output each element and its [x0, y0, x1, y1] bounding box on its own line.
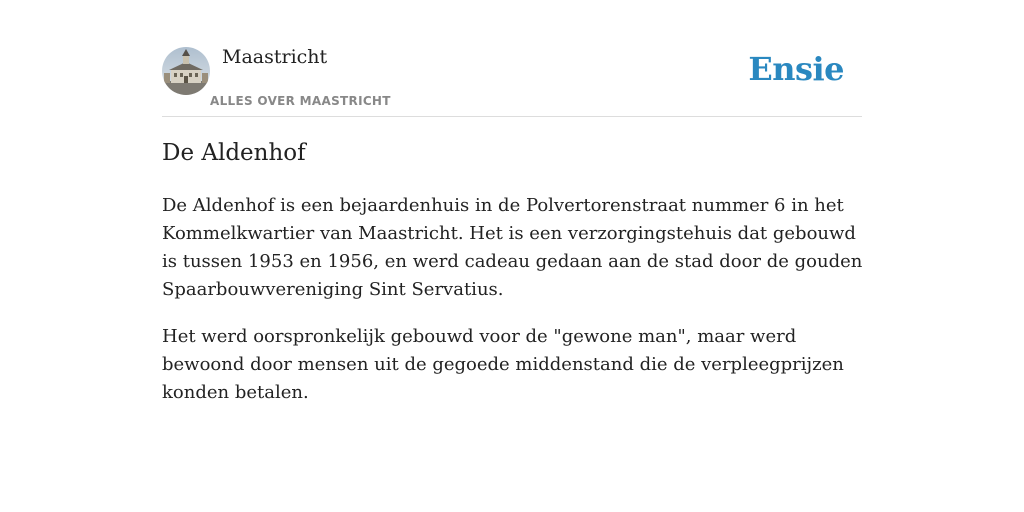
- site-header: [162, 0, 862, 117]
- brand-logo[interactable]: Ensie: [748, 50, 844, 88]
- page-container: [162, 0, 863, 403]
- article-paragraph: De Aldenhof is een bejaardenhuis in de Polvertorenstraat nummer 6 in het Kommelkwartier van Maastricht. Het is een verzorgingstehuis dat gebouwd is tussen 1953 en 1956, en werd cadeau gedaan aan de stad door de gouden Spaarbouwvereniging Sint Servatius.: [162, 195, 863, 300]
- article-paragraph: Het werd oorspronkelijk gebouwd voor de "gewone man", maar werd bewoond door mensen uit de gegoede middenstand die de verpleegprijzen konden betalen.: [162, 326, 844, 403]
- article-body: [162, 192, 867, 426]
- site-name[interactable]: Maastricht: [222, 46, 328, 68]
- article-title: De Aldenhof: [162, 140, 306, 166]
- city-hall-photo-icon[interactable]: [162, 47, 210, 95]
- site-tagline: ALLES OVER MAASTRICHT: [210, 94, 391, 108]
